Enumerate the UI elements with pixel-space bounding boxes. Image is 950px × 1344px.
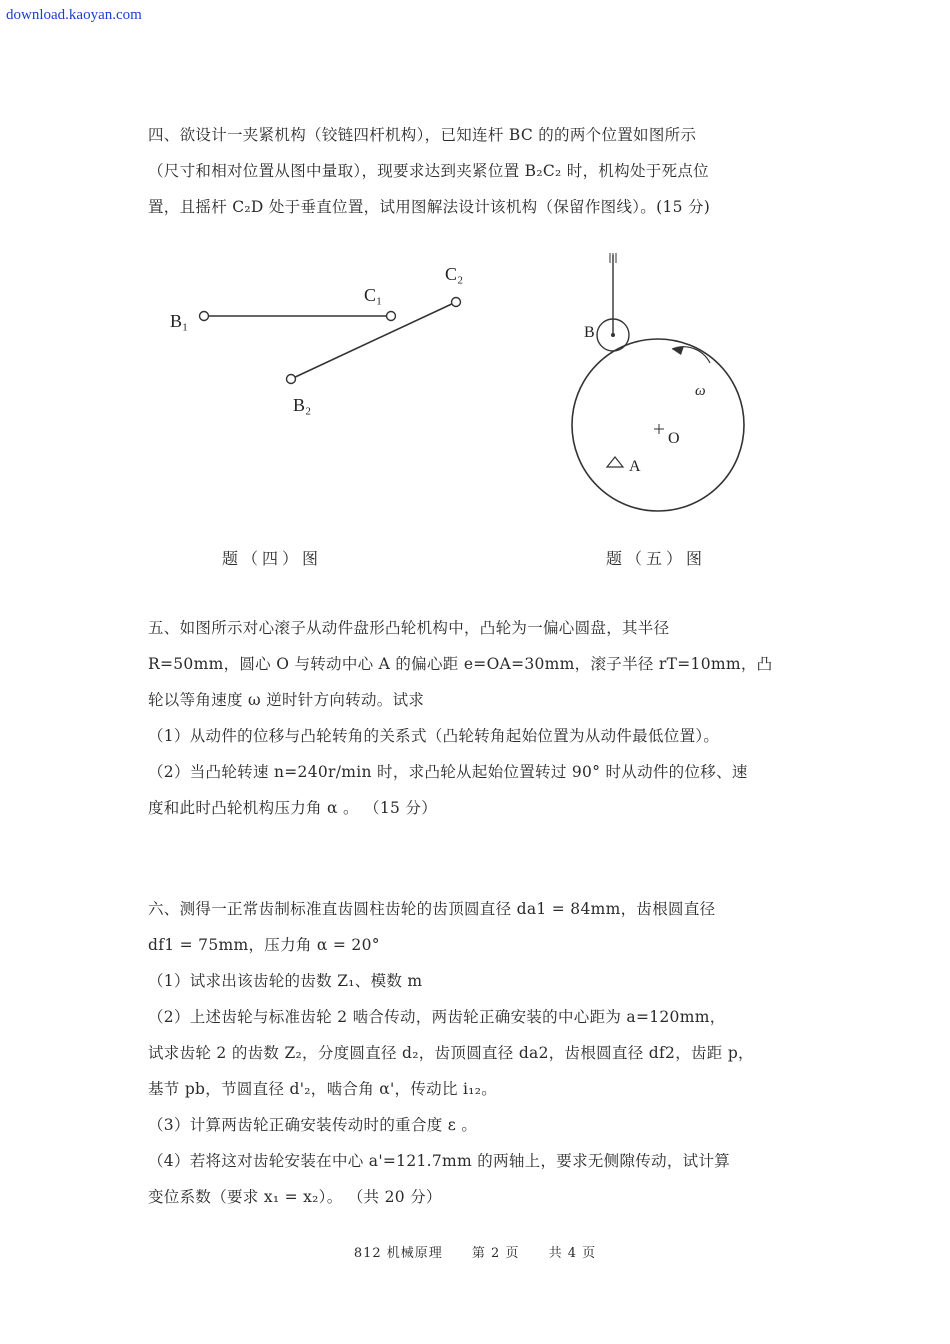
label-o: O [668, 430, 680, 447]
label-c1: C₁ [364, 285, 383, 305]
label-c2: C₂ [445, 264, 464, 284]
q5-line-1: 五、如图所示对心滚子从动件盘形凸轮机构中，凸轮为一偏心圆盘，其半径 [148, 619, 670, 637]
footer-total: 共 4 页 [548, 1246, 597, 1261]
q5-line-5: （2）当凸轮转速 n=240r/min 时，求凸轮从起始位置转过 90° 时从动件的位移、速 [148, 763, 748, 781]
label-omega: ω [695, 383, 706, 399]
figure-4-linkage [160, 255, 490, 435]
footer-page: 第 2 页 [471, 1246, 520, 1261]
question-6 [148, 891, 813, 1215]
q6-line-3: （1）试求出该齿轮的齿数 Z₁、模数 m [148, 972, 423, 990]
figure-4-caption: 题（四）图 [222, 549, 323, 568]
footer-course: 812 机械原理 [353, 1246, 443, 1261]
joint-b1 [200, 312, 209, 321]
q5-line-4: （1）从动件的位移与凸轮转角的关系式（凸轮转角起始位置为从动件最低位置）。 [148, 727, 720, 745]
q6-line-2: df1 = 75mm，压力角 α = 20° [148, 936, 380, 954]
q6-line-1: 六、测得一正常齿制标准直齿圆柱齿轮的齿顶圆直径 da1 = 84mm，齿根圆直径 [148, 900, 716, 918]
watermark-link[interactable]: download.kaoyan.com [6, 7, 142, 23]
joint-c2 [452, 298, 461, 307]
joint-b2 [287, 375, 296, 384]
q4-line-1: 四、欲设计一夹紧机构（铰链四杆机构），已知连杆 BC 的的两个位置如图所示 [148, 126, 697, 144]
joint-c1 [387, 312, 396, 321]
q5-line-2: R=50mm，圆心 O 与转动中心 A 的偏心距 e=OA=30mm，滚子半径 rT=10mm，凸 [148, 655, 773, 673]
pivot-a [607, 457, 623, 467]
q5-line-3: 轮以等角速度 ω 逆时针方向转动。试求 [148, 691, 425, 709]
label-b: B [584, 324, 595, 341]
cam-disk [572, 339, 744, 511]
q6-line-6: 基节 pb，节圆直径 d'₂，啮合角 α'，传动比 i₁₂。 [148, 1080, 498, 1098]
q6-line-7: （3）计算两齿轮正确安装传动时的重合度 ε 。 [148, 1116, 478, 1134]
question-4 [148, 117, 813, 225]
q5-line-6: 度和此时凸轮机构压力角 α 。 （15 分） [148, 799, 437, 817]
page-footer [0, 1242, 950, 1261]
question-5 [148, 610, 813, 826]
label-b2: B₂ [293, 395, 312, 415]
label-a: A [629, 458, 641, 475]
q6-line-4: （2）上述齿轮与标准齿轮 2 啮合传动，两齿轮正确安装的中心距为 a=120mm， [148, 1008, 726, 1026]
roller-center [611, 333, 615, 337]
q4-line-3: 置，且摇杆 C₂D 处于垂直位置，试用图解法设计该机构（保留作图线）。(15 分) [148, 198, 711, 216]
q6-line-8: （4）若将这对齿轮安装在中心 a'=121.7mm 的两轴上，要求无侧隙传动，试计算 [148, 1152, 731, 1170]
q6-line-9: 变位系数（要求 x₁ = x₂）。 （共 20 分） [148, 1188, 442, 1206]
link-b2c2 [291, 302, 456, 379]
label-b1: B₁ [170, 311, 189, 331]
figure-5-cam [560, 245, 760, 525]
q6-line-5: 试求齿轮 2 的齿数 Z₂，分度圆直径 d₂，齿顶圆直径 da2，齿根圆直径 df2，齿距 p， [148, 1044, 754, 1062]
figure-5-caption: 题（五）图 [606, 549, 707, 568]
q4-line-2: （尺寸和相对位置从图中量取），现要求达到夹紧位置 B₂C₂ 时，机构处于死点位 [148, 162, 709, 180]
